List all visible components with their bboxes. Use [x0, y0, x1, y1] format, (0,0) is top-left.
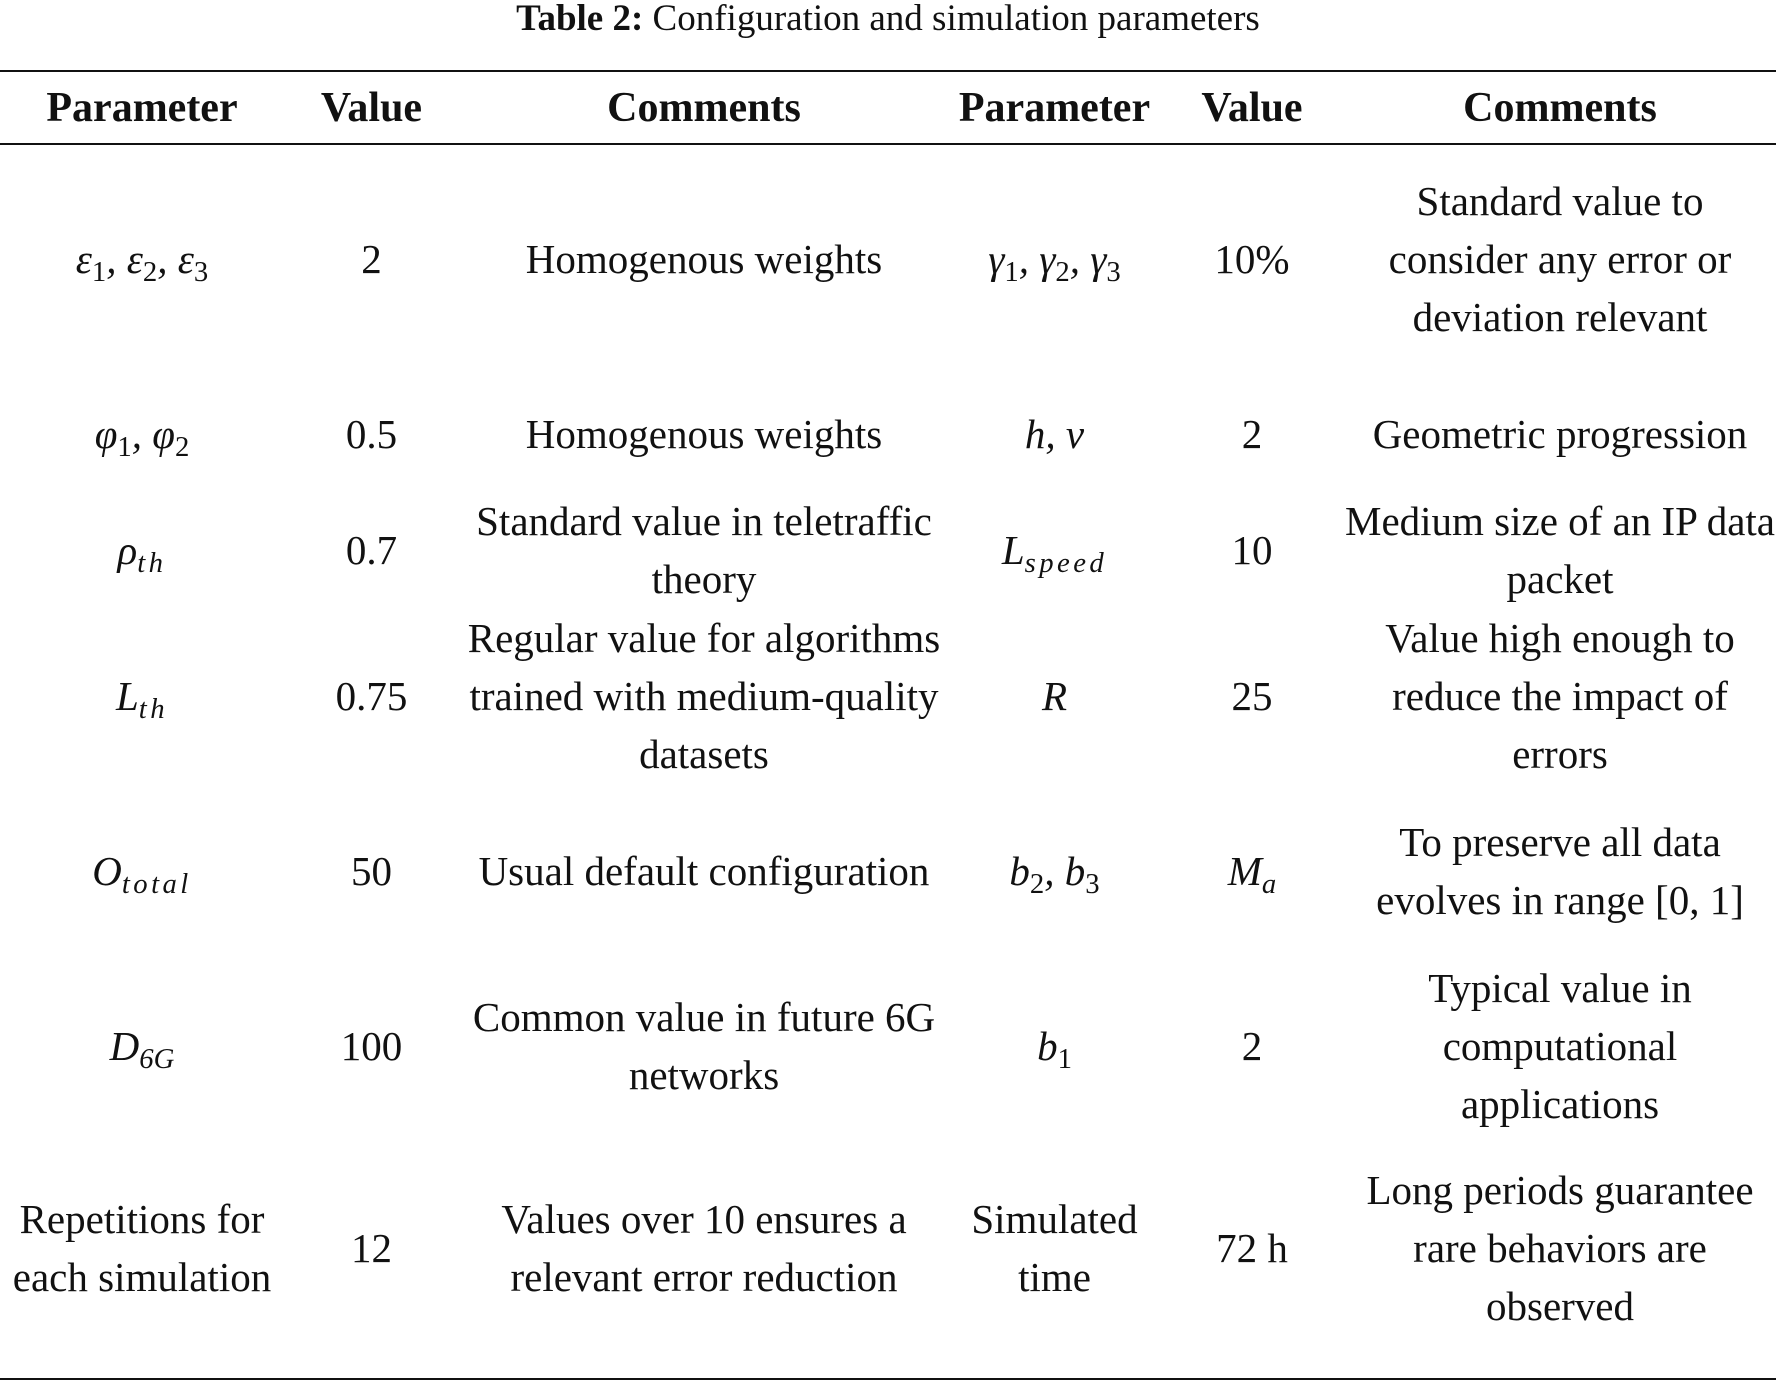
- bottom-rule: [0, 1378, 1776, 1380]
- header-parameter: Parameter: [958, 84, 1151, 131]
- param-cell: $O_{total}$: [92, 847, 192, 900]
- comment-cell: Homogenous weights: [525, 236, 883, 282]
- value-cell: 0.75: [335, 672, 408, 719]
- param-cell: $b_1$: [1037, 1022, 1072, 1075]
- caption-text: Configuration and simulation parameters: [652, 0, 1260, 39]
- param-cell: $\rho_{th}$: [117, 527, 167, 580]
- param-cell: $\varepsilon_1$, $\varepsilon_2$, $\varepsilon_3$: [75, 236, 209, 289]
- table-row: [0, 375, 1776, 492]
- header-comments: Comments: [1463, 84, 1657, 131]
- comment-cell: Medium size of an IP data packet: [1345, 498, 1775, 602]
- header-comments: Comments: [607, 84, 801, 131]
- comment-cell: Value high enough to reduce the impact of errors: [1385, 614, 1735, 777]
- header-value: Value: [320, 84, 423, 131]
- comment-cell: Common value in future 6G networks: [472, 993, 936, 1098]
- value-cell: 2: [1241, 1022, 1263, 1069]
- param-cell: $D_{6G}$: [109, 1022, 175, 1075]
- header-value: Value: [1201, 84, 1303, 131]
- comment-cell: Values over 10 ensures a relevant error reduction: [501, 1196, 907, 1300]
- comment-cell: Long periods guarantee rare behaviors are observed: [1366, 1167, 1754, 1329]
- param-cell: $L_{speed}$: [1001, 527, 1108, 580]
- param-cell: h, v: [1024, 410, 1085, 457]
- value-cell: 12: [351, 1225, 392, 1271]
- value-cell: 2: [361, 236, 382, 282]
- table-row: [0, 492, 1776, 608]
- table-caption: [0, 0, 1776, 40]
- param-cell: Repetitions for each simulation: [12, 1196, 272, 1300]
- value-cell: $M_a$: [1227, 847, 1277, 900]
- comment-cell: Geometric progression: [1372, 410, 1748, 457]
- comment-cell: Standard value to consider any error or deviation relevant: [1388, 178, 1732, 340]
- value-cell: 0.7: [345, 527, 398, 573]
- param-cell: R: [1041, 672, 1068, 719]
- table-row: [0, 143, 1776, 375]
- value-cell: 72 h: [1216, 1225, 1288, 1271]
- header-parameter: Parameter: [46, 84, 238, 131]
- comment-cell: Typical value in computational applications: [1428, 964, 1692, 1127]
- value-cell: 50: [351, 847, 392, 894]
- caption-label: Table 2:: [516, 0, 644, 39]
- table-row: [0, 958, 1776, 1133]
- param-cell: $b_2$, $b_3$: [1009, 847, 1100, 900]
- param-cell: $L_{th}$: [115, 672, 168, 725]
- param-cell: Simulated time: [971, 1196, 1138, 1300]
- value-cell: 25: [1231, 672, 1273, 719]
- header-row: [0, 72, 1776, 143]
- value-cell: 2: [1241, 410, 1263, 457]
- value-cell: 0.5: [345, 410, 398, 457]
- comment-cell: Homogenous weights: [525, 410, 883, 457]
- comment-cell: Usual default configuration: [478, 847, 930, 894]
- value-cell: 10%: [1214, 236, 1290, 282]
- parameters-table: [0, 72, 1776, 1363]
- comment-cell: Regular value for algorithms trained with medium-quality datasets: [467, 614, 941, 777]
- param-cell: $\varphi_1$, $\varphi_2$: [94, 410, 190, 463]
- table-row: [0, 783, 1776, 958]
- param-cell: $\gamma_1$, $\gamma_2$, $\gamma_3$: [988, 236, 1121, 289]
- table-row: [0, 608, 1776, 783]
- value-cell: 10: [1231, 527, 1273, 573]
- value-cell: 100: [340, 1022, 403, 1069]
- comment-cell: To preserve all data evolves in range [0, 1]: [1376, 818, 1744, 923]
- comment-cell: Standard value in teletraffic theory: [476, 498, 932, 602]
- table-row: [0, 1133, 1776, 1363]
